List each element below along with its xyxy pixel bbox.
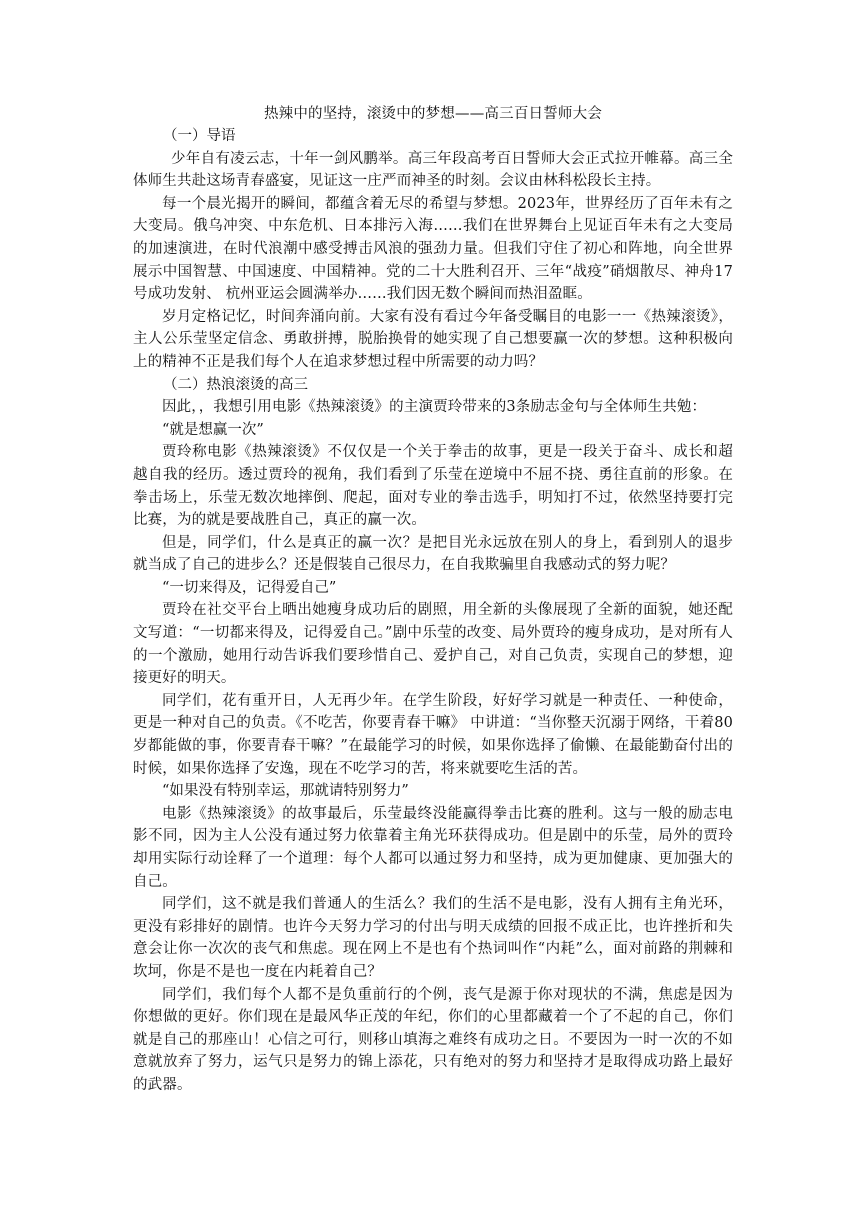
paragraph-5: 贾玲称电影《热辣滚烫》不仅仅是一个关于拳击的故事，更是一段关于奋斗、成长和超越自我的经历。透过贾玲的视角，我们看到了乐莹在逆境中不屈不挠、勇往直前的形象。在拳击场上，乐莹无数次地摔倒、爬起，面对专业的拳击选手，明知打不过，依然坚持要打完比赛，为的就是要战胜自己，真正的赢一次。 xyxy=(133,444,733,529)
section-heading-intro: （一）导语 xyxy=(163,128,236,144)
quote-2: “一切来得及，记得爱自己” xyxy=(162,579,337,596)
document-title: 热辣中的坚持，滚烫中的梦想——高三百日誓师大会 xyxy=(263,106,603,122)
quote-1: “就是想赢一次” xyxy=(162,421,264,438)
quote-3: “如果没有特别幸运，那就请特别努力” xyxy=(162,783,409,800)
paragraph-6: 但是，同学们，什么是真正的赢一次？是把目光永远放在别人的身上，看到别人的退步就当成了自己的进步么？还是假装自己很尽力，在自我欺骗里自我感动式的努力呢？ xyxy=(133,534,733,574)
paragraph-9: 电影《热辣滚烫》的故事最后，乐莹最终没能赢得拳击比赛的胜利。这与一般的励志电影不同，因为主人公没有通过努力依靠着主角光环获得成功。但是剧中的乐莹，局外的贾玲却用实际行动诠释了一个道理：每个人都可以通过努力和坚持，成为更加健康、更加强大的自己。 xyxy=(133,805,733,890)
paragraph-8: 同学们，花有重开日，人无再少年。在学生阶段，好好学习就是一种责任、一种使命，更是一种对自己的负责。《不吃苦，你要青春干嘛》 中讲道：“当你整天沉溺于网络，干着80岁都能做的事，你要青春干嘛？”在最能学习的时候，如果你选择了偷懒、在最能勤奋付出的时候，如果你选择了安逸，现在不吃学习的苦，将来就要吃生活的苦。 xyxy=(133,692,733,777)
paragraph-4: 因此，，我想引用电影《热辣滚烫》的主演贾玲带来的3条励志金句与全体师生共勉： xyxy=(162,399,707,416)
document-page xyxy=(133,103,733,1097)
section-heading-senior-year: （二）热浪滚烫的高三 xyxy=(163,376,308,393)
paragraph-2: 每一个晨光揭开的瞬间，都蕴含着无尽的希望与梦想。2023年，世界经历了百年未有之大变局。俄乌冲突、中东危机、日本排污入海……我们在世界舞台上见证百年未有之大变局的加速演进，在时代浪潮中感受搏击风浪的强劲力量。但我们守住了初心和阵地，向全世界展示中国智慧、中国速度、中国精神。党的二十大胜利召开、三年“战疫”硝烟散尽、神舟17号成功发射、 杭州亚运会圆满举办……我们因无数个瞬间而热泪盈眶。 xyxy=(133,195,733,303)
paragraph-1: 少年自有凌云志，十年一剑风鹏举。高三年段高考百日誓师大会正式拉开帷幕。高三全体师生共赴这场青春盛宴，见证这一庄严而神圣的时刻。会议由林科松段长主持。 xyxy=(133,150,733,190)
paragraph-7: 贾玲在社交平台上晒出她瘦身成功后的剧照，用全新的头像展现了全新的面貌，她还配文写道：“一切都来得及，记得爱自己。”剧中乐莹的改变、局外贾玲的瘦身成功，是对所有人的一个激励，她用行动告诉我们要珍惜自己、爱护自己，对自己负责，实现自己的梦想，迎接更好的明天。 xyxy=(133,602,733,687)
paragraph-11: 同学们，我们每个人都不是负重前行的个例，丧气是源于你对现状的不满，焦虑是因为你想做的更好。你们现在是最风华正茂的年纪，你们的心里都藏着一个了不起的自己，你们就是自己的那座山！心信之可行，则移山填海之难终有成功之日。不要因为一时一次的不如意就放弃了努力，运气只是努力的锦上添花，只有绝对的努力和坚持才是取得成功路上最好的武器。 xyxy=(133,986,733,1093)
paragraph-3: 岁月定格记忆，时间奔涌向前。大家有没有看过今年备受瞩目的电影一一《热辣滚烫》，主人公乐莹坚定信念、勇敢拼搏，脱胎换骨的她实现了自己想要赢一次的梦想。这种积极向上的精神不正是我们每个人在追求梦想过程中所需要的动力吗？ xyxy=(133,308,733,370)
paragraph-10: 同学们，这不就是我们普通人的生活么？我们的生活不是电影，没有人拥有主角光环，更没有彩排好的剧情。也许今天努力学习的付出与明天成绩的回报不成正比，也许挫折和失意会让你一次次的丧气和焦虑。现在网上不是也有个热词叫作“内耗”么，面对前路的荆棘和坎坷，你是不是也一度在内耗着自己？ xyxy=(133,896,733,980)
